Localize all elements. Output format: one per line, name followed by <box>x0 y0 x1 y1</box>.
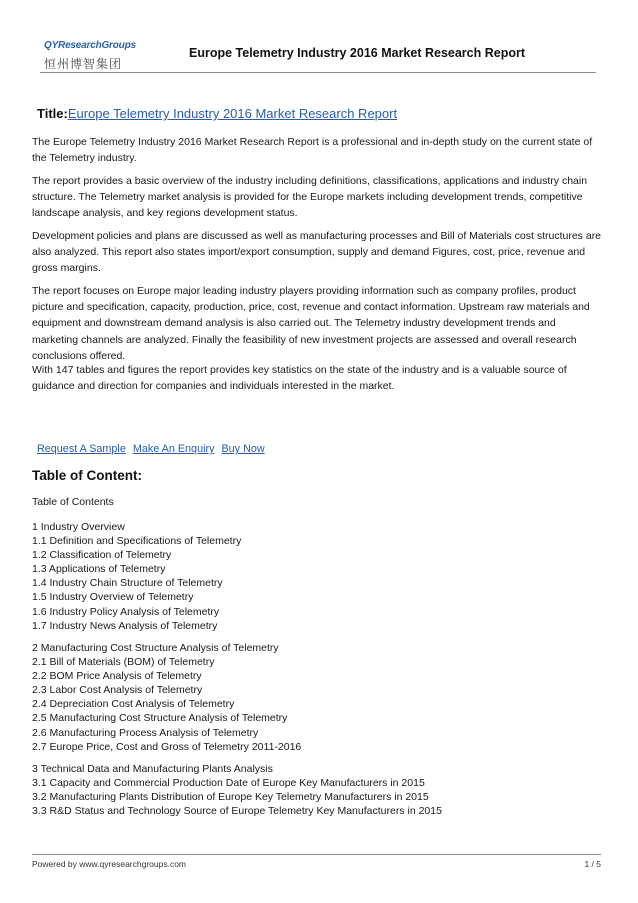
toc-section-3 <box>32 762 442 818</box>
page-header <box>40 38 596 73</box>
toc-heading: Table of Content: <box>32 468 142 483</box>
toc-item: 2.7 Europe Price, Cost and Gross of Telemetry 2011-2016 <box>32 740 302 753</box>
title-label: Title: <box>37 106 68 121</box>
toc-item: 1.3 Applications of Telemetry <box>32 563 166 576</box>
report-title-link[interactable]: Europe Telemetry Industry 2016 Market Research Report <box>67 106 398 121</box>
toc-item: 1 Industry Overview <box>32 521 125 533</box>
toc-section-2 <box>32 641 301 754</box>
toc-item: 1.4 Industry Chain Structure of Telemetry <box>32 577 223 590</box>
toc-item: 1.1 Definition and Specifications of Telemetry <box>32 535 242 548</box>
toc-item: 1.6 Industry Policy Analysis of Telemetry <box>32 605 220 618</box>
page-footer <box>32 854 601 869</box>
toc-section-1 <box>32 520 241 633</box>
footer-powered-by: Powered by www.qyresearchgroups.com <box>32 859 187 869</box>
toc-item: 2.2 BOM Price Analysis of Telemetry <box>32 670 202 683</box>
toc-item: 2 Manufacturing Cost Structure Analysis of Telemetry <box>32 642 279 654</box>
request-sample-link[interactable]: Request A Sample <box>37 443 126 455</box>
paragraph-players: The report focuses on Europe major leading industry players providing information such as company profiles, product picture and specification, capacity, production, price, cost, revenue and contact information. Upstream raw materials and equipment and downstream demand analysis is also carried out. The Telemetry industry development trends and marketing channels are analyzed. Finally the feasibility of new investment projects are assessed and overall research conclusions offered. <box>32 285 590 362</box>
toc-item: 2.3 Labor Cost Analysis of Telemetry <box>32 684 203 697</box>
logo-text-chinese: 恒州博智集团 <box>44 57 123 71</box>
toc-item: 3.3 R&D Status and Technology Source of Europe Telemetry Key Manufacturers in 2015 <box>32 805 442 818</box>
paragraph-overview: The report provides a basic overview of the industry including definitions, classifications, applications and industry chain structure. The Telemetry market analysis is provided for the Europe markets including development trends, competitive landscape analysis, and key regions development status. <box>32 175 588 220</box>
toc-item: 1.2 Classification of Telemetry <box>32 549 172 562</box>
toc-item: 2.6 Manufacturing Process Analysis of Telemetry <box>32 726 259 739</box>
toc-item: 1.5 Industry Overview of Telemetry <box>32 591 194 604</box>
report-title-line <box>37 106 397 121</box>
paragraph-intro: The Europe Telemetry Industry 2016 Market Research Report is a professional and in-depth study on the current state of the Telemetry industry. <box>32 136 593 165</box>
buy-now-link[interactable]: Buy Now <box>221 443 265 455</box>
company-logo <box>44 40 154 70</box>
toc-subheading: Table of Contents <box>32 496 114 508</box>
header-title: Europe Telemetry Industry 2016 Market Research Report <box>189 46 526 60</box>
action-links <box>37 443 269 455</box>
toc-item: 2.4 Depreciation Cost Analysis of Telemetry <box>32 698 235 711</box>
toc-item: 3 Technical Data and Manufacturing Plants Analysis <box>32 763 273 775</box>
toc-item: 2.5 Manufacturing Cost Structure Analysis of Telemetry <box>32 712 288 725</box>
paragraph-development: Development policies and plans are discussed as well as manufacturing processes and Bill of Materials cost structures are also analyzed. This report also states import/export consumption, supply and demand Figures, cost, price, revenue and gross margins. <box>32 230 602 275</box>
toc-item: 2.1 Bill of Materials (BOM) of Telemetry <box>32 656 215 669</box>
toc-item: 3.1 Capacity and Commercial Production Date of Europe Key Manufacturers in 2015 <box>32 777 425 790</box>
page-number: 1 / 5 <box>584 859 601 869</box>
make-enquiry-link[interactable]: Make An Enquiry <box>132 443 215 455</box>
logo-text-latin: QYResearchGroups <box>44 40 136 51</box>
toc-item: 3.2 Manufacturing Plants Distribution of Europe Key Telemetry Manufacturers in 2015 <box>32 791 429 804</box>
toc-item: 1.7 Industry News Analysis of Telemetry <box>32 619 218 632</box>
paragraph-statistics: With 147 tables and figures the report provides key statistics on the state of the industry and is a valuable source of guidance and direction for companies and individuals interested in the market. <box>32 364 567 393</box>
